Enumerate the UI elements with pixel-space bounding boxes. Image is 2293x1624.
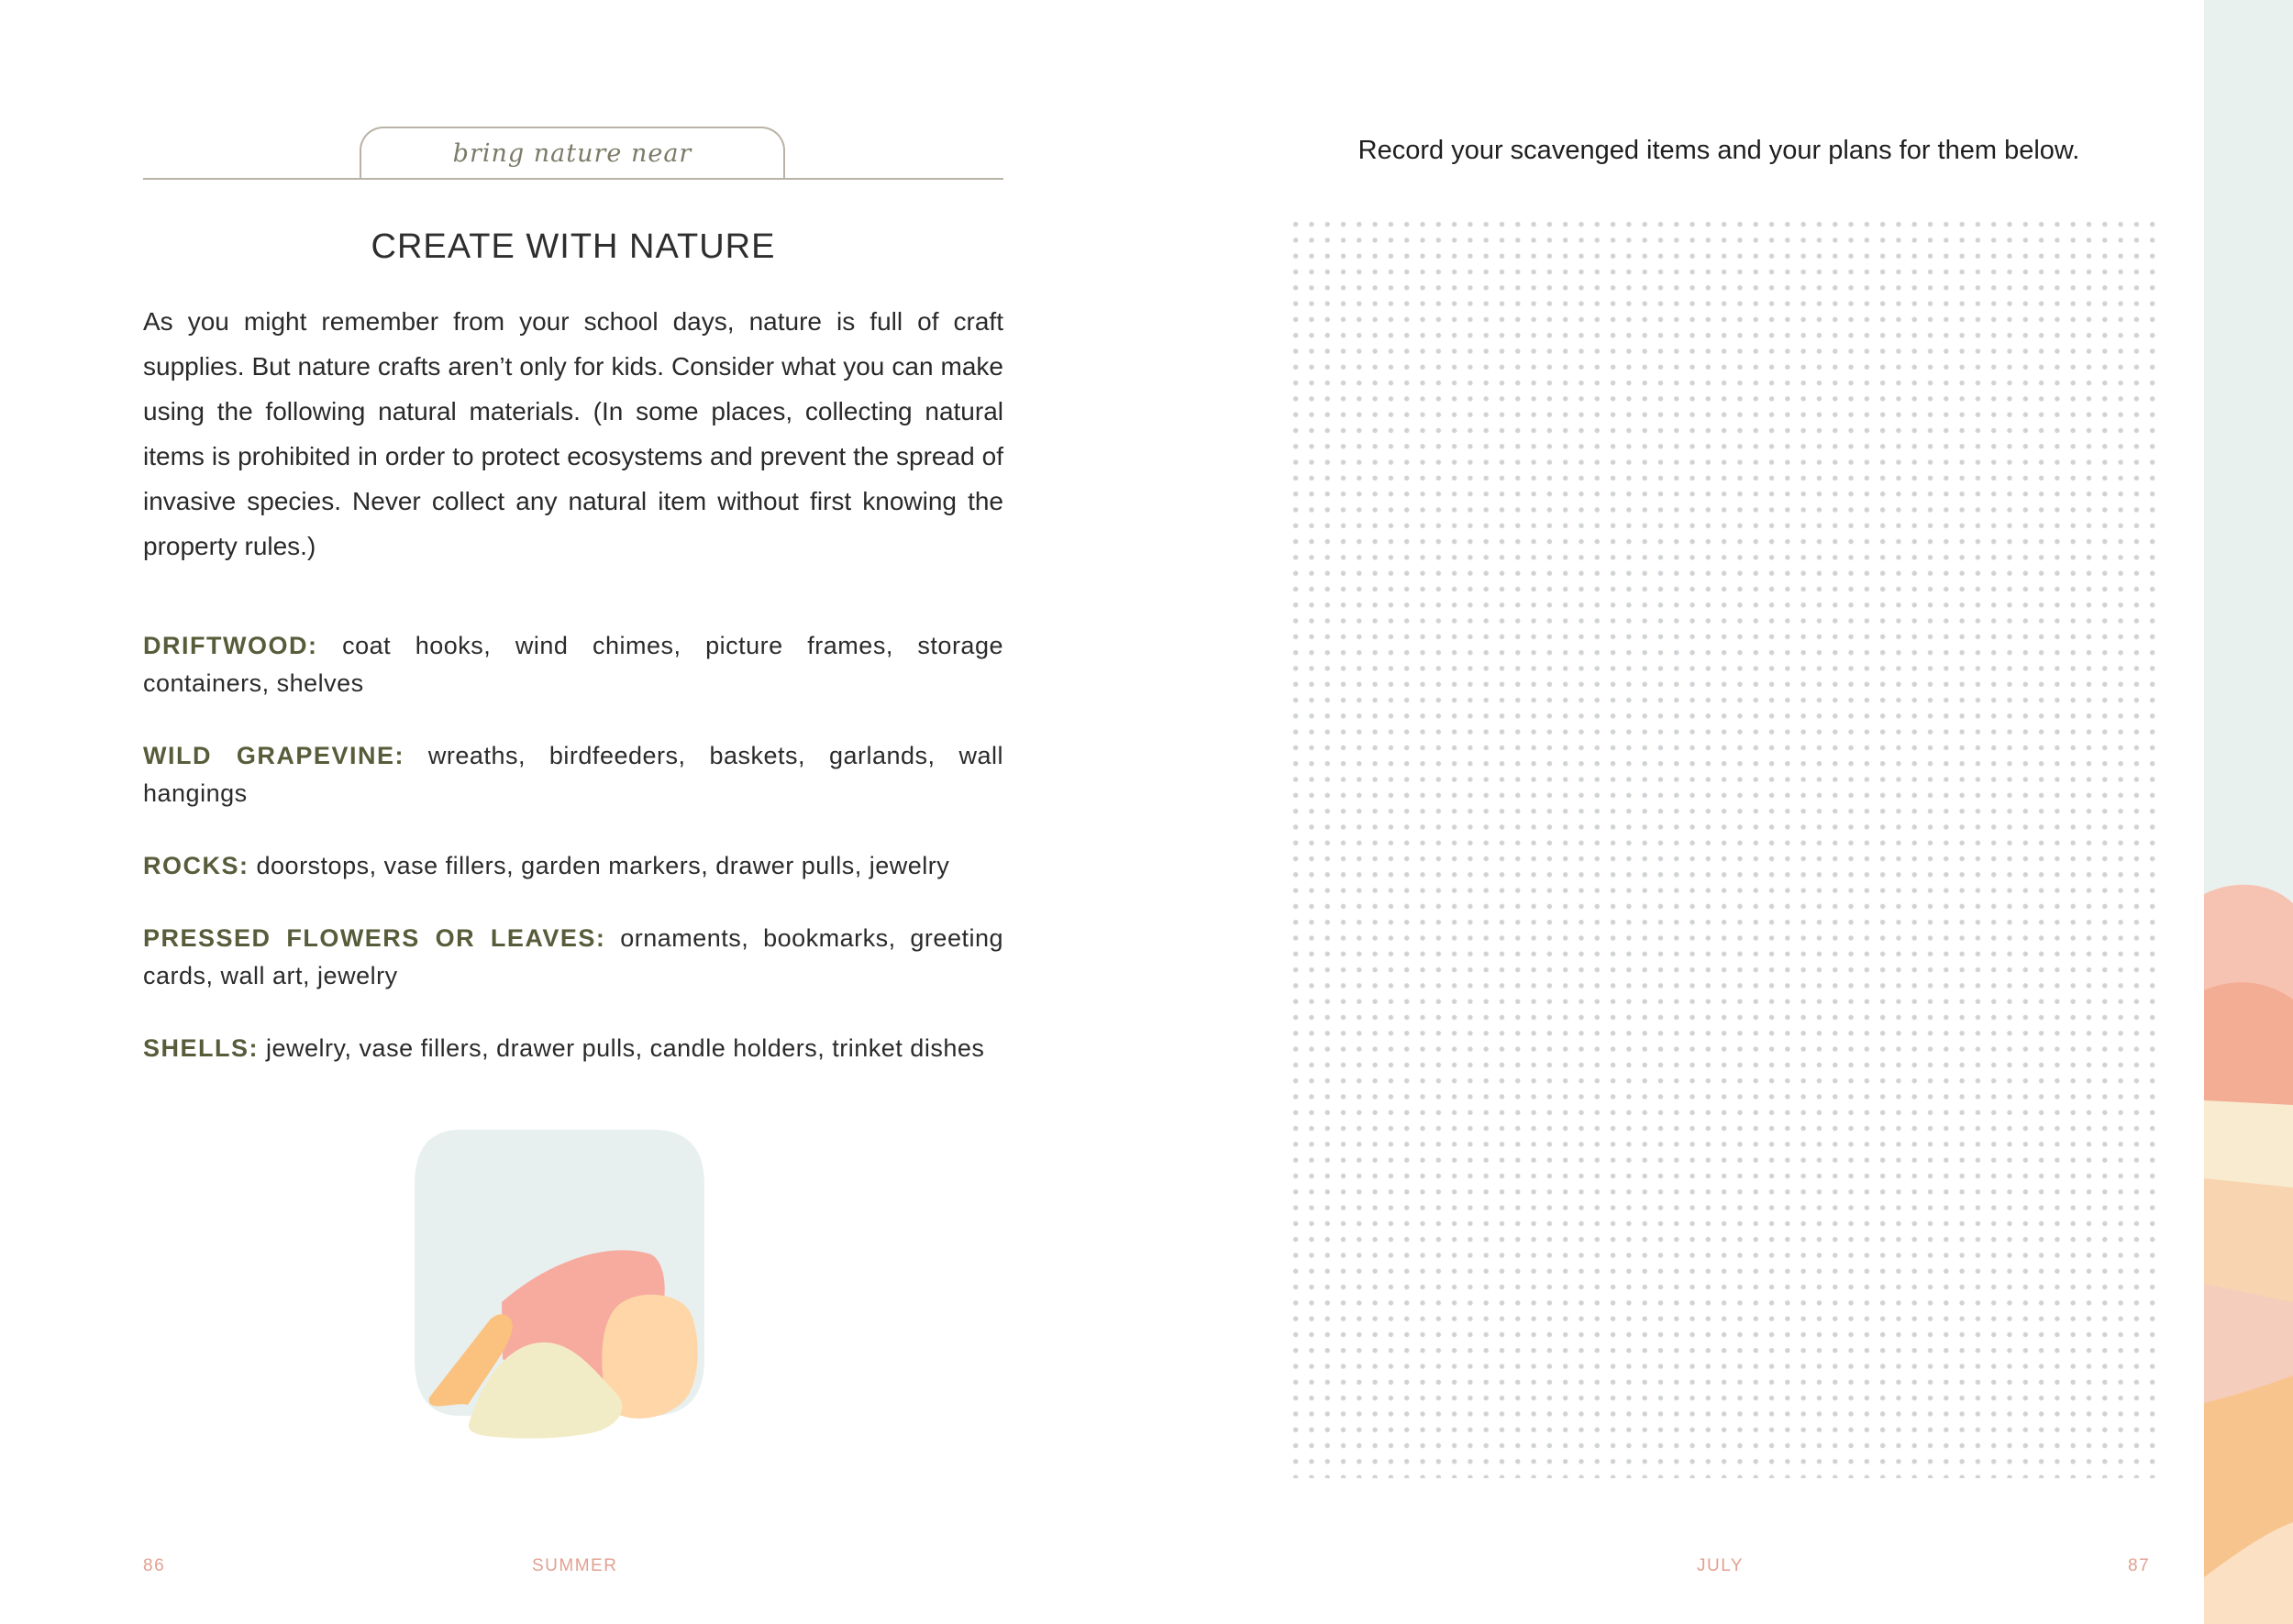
stones-illustration-icon (415, 1130, 736, 1442)
material-item-driftwood (143, 627, 1003, 702)
material-name: SHELLS: (143, 1034, 260, 1062)
running-head-left: SUMMER (532, 1556, 618, 1575)
material-item-rocks (143, 847, 1003, 885)
watercolor-landscape-strip (2204, 0, 2293, 1624)
dot-grid-writing-area[interactable] (1284, 213, 2155, 1478)
edge-art-cream-band (2204, 1100, 2293, 1192)
material-item-pressed-flowers (143, 920, 1003, 995)
page-heading: CREATE WITH NATURE (371, 227, 776, 266)
left-page (0, 0, 1146, 1624)
material-name: WILD GRAPEVINE: (143, 742, 404, 769)
running-head-right: JULY (1697, 1556, 1745, 1575)
material-uses: coat hooks, wind chimes, picture frames, storage containers, shelves (143, 632, 1003, 697)
section-tab-label: bring nature near (452, 138, 692, 168)
materials-list (143, 627, 1003, 1102)
material-uses: jewelry, vase fillers, drawer pulls, candle holders, trinket dishes (266, 1034, 985, 1062)
header-rule (143, 178, 1003, 180)
section-tab (360, 127, 785, 178)
material-item-wild-grapevine (143, 737, 1003, 812)
material-item-shells (143, 1030, 1003, 1067)
page-number-right: 87 (2128, 1556, 2151, 1575)
material-uses: doorstops, vase fillers, garden markers, drawer pulls, jewelry (256, 852, 950, 879)
edge-art-coral-band (2204, 982, 2293, 1110)
page-number-left: 86 (143, 1556, 166, 1575)
intro-paragraph: As you might remember from your school days, nature is full of craft supplies. But nature crafts aren’t only for kids. Consider what you can make using the following natural materials. (In some places, collecting natural items is prohibited in order to protect ecosystems and prevent the spread of invasive species. Never collect any natural item without first knowing the property rules.) (143, 307, 1003, 560)
material-name: ROCKS: (143, 852, 249, 879)
instruction-text: Record your scavenged items and your plans for them below. (1357, 136, 2080, 165)
material-uses: wreaths, birdfeeders, baskets, garlands, wall hangings (143, 742, 1003, 807)
material-name: PRESSED FLOWERS OR LEAVES: (143, 924, 606, 952)
material-name: DRIFTWOOD: (143, 632, 318, 659)
material-uses: ornaments, bookmarks, greeting cards, wall art, jewelry (143, 924, 1003, 989)
